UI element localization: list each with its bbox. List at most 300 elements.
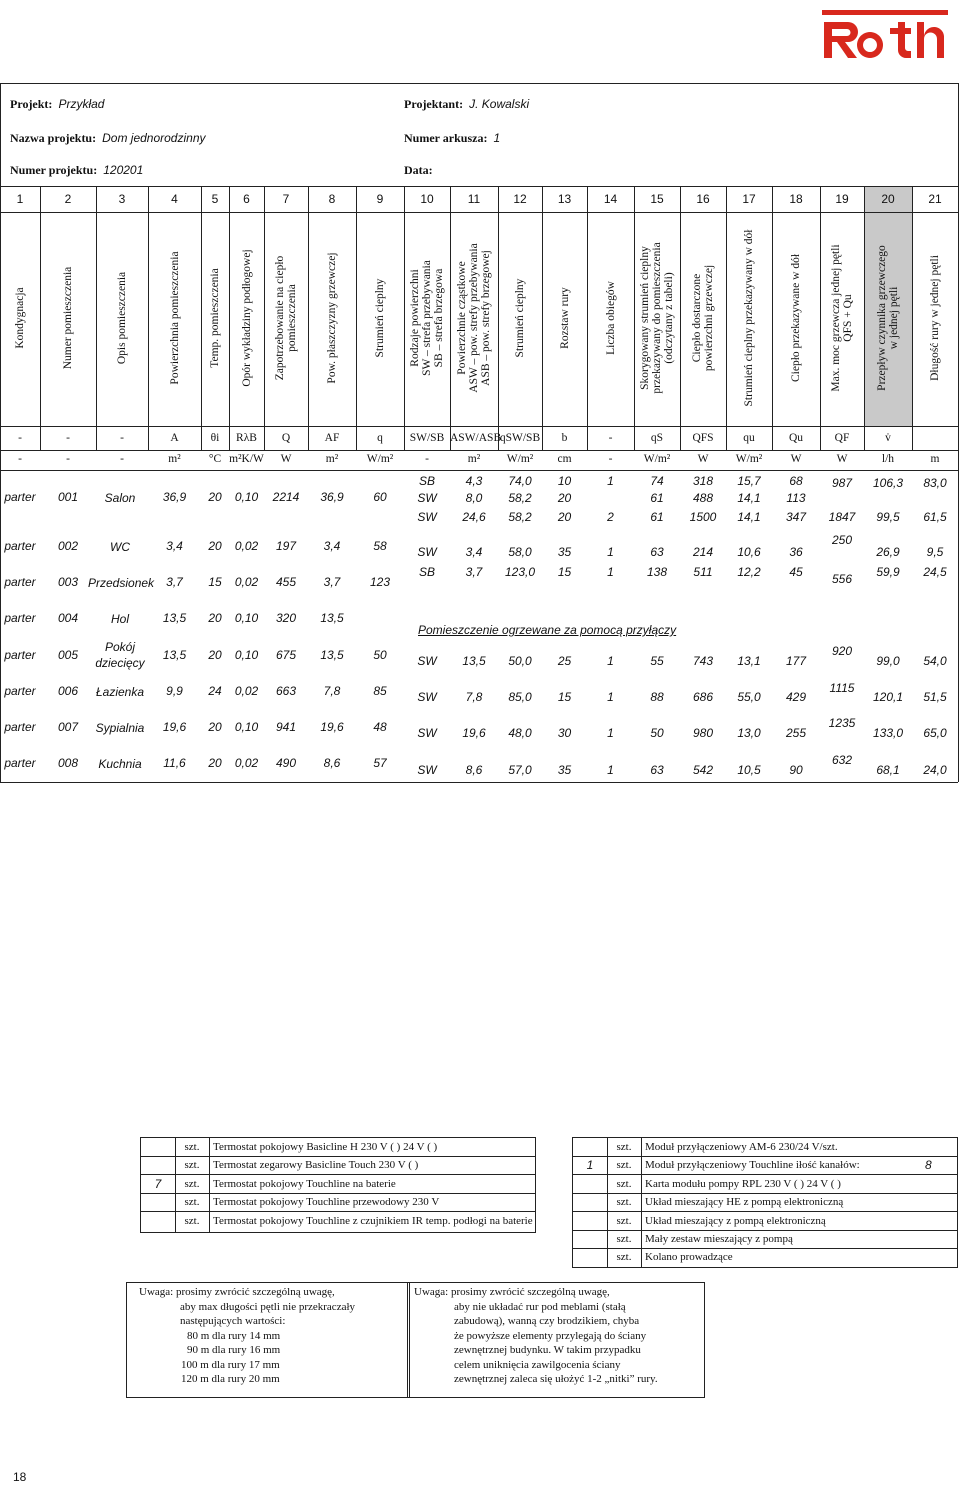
thermostat-row	[141, 1212, 535, 1230]
thermostat-row	[141, 1156, 535, 1175]
room-heat-demand: 663	[275, 684, 297, 698]
column-number: 11	[467, 192, 481, 206]
loop-heat-delivered: 214	[692, 545, 714, 559]
loop-circuit-count: 1	[607, 726, 614, 740]
note-line: następujących wartości:	[180, 1315, 286, 1327]
item-label: Kolano prowadzące	[645, 1251, 733, 1264]
loop-downward-flux: 13,1	[737, 654, 761, 668]
room-heating-area: 3,4	[323, 539, 341, 553]
loop-max-power: 632	[831, 753, 853, 767]
project-name-value: Dom jednorodzinny	[102, 131, 206, 145]
column-number: 10	[420, 192, 434, 206]
module-row	[573, 1156, 957, 1175]
loop-type: SW	[417, 510, 437, 524]
room-heat-demand: 490	[275, 756, 297, 770]
room-name: Salon	[104, 491, 136, 505]
loop-area: 13,5	[462, 654, 486, 668]
column-symbol: -	[66, 432, 70, 444]
room-name: Sypialnia	[95, 721, 145, 735]
loop-heat-flux: 85,0	[508, 690, 532, 704]
unit-label: szt.	[616, 1233, 632, 1245]
loop-pipe-length: 54,0	[923, 654, 947, 668]
loop-downward-flux: 15,7	[737, 474, 761, 488]
loop-pipe-length: 24,5	[923, 565, 947, 579]
item-label: Termostat pokojowy Touchline na baterie	[213, 1177, 396, 1190]
column-number: 5	[211, 192, 219, 206]
project-number-label: Numer projektu: 120201	[10, 163, 144, 177]
column-unit: W	[280, 453, 292, 465]
room-area: 9,9	[166, 684, 183, 698]
note-furniture	[407, 1282, 705, 1398]
room-floor: parter	[4, 648, 36, 662]
column-unit: W	[790, 453, 802, 465]
room-floor: parter	[4, 539, 36, 553]
room-heating-area: 36,9	[320, 490, 344, 504]
column-header: Opór wykładziny podłogowej	[240, 248, 253, 387]
loop-area: 7,8	[465, 690, 483, 704]
room-floor-resistance: 0,02	[234, 575, 259, 589]
loop-pipe-length: 83,0	[923, 476, 947, 490]
room-heat-flux: 57	[373, 756, 387, 770]
loop-heat-delivered: 488	[692, 491, 714, 505]
loop-corrected-flux: 55	[650, 654, 664, 668]
loop-area: 24,6	[462, 510, 486, 524]
room-floor: parter	[4, 684, 36, 698]
room-heat-demand: 675	[275, 648, 297, 662]
room-heat-flux: 50	[373, 648, 387, 662]
loop-corrected-flux: 61	[650, 491, 664, 505]
column-header: Numer pomieszczenia	[62, 266, 74, 369]
project-name-label: Nazwa projektu: Dom jednorodzinny	[10, 131, 206, 145]
column-number: 1	[16, 192, 24, 206]
room-heating-area: 7,8	[323, 684, 341, 698]
loop-downward-flux: 14,1	[737, 510, 761, 524]
column-header: Liczba obiegów	[604, 280, 617, 355]
column-header: Temp. pomieszczenia	[209, 267, 221, 368]
loop-max-power: 987	[831, 476, 853, 490]
column-symbol: b	[561, 432, 568, 444]
note-line: zewnętrznej zaleca się ułożyć 1-2 „nitki” rury.	[454, 1373, 658, 1385]
column-symbol: -	[18, 432, 22, 444]
column-symbol: θi	[210, 432, 220, 444]
table-rule	[0, 83, 958, 84]
column-symbol: v̇	[885, 432, 891, 444]
loop-flow: 26,9	[876, 545, 900, 559]
loop-flow: 133,0	[872, 726, 904, 740]
loop-downward-flux: 10,5	[737, 763, 761, 777]
thermostat-row	[141, 1138, 535, 1157]
room-heat-demand: 320	[275, 611, 297, 625]
loop-circuit-count: 1	[607, 763, 614, 777]
box-rule	[607, 1138, 608, 1267]
column-symbol: qu	[743, 432, 755, 444]
column-header: Przepływ czynnika grzewczego w jednej pętli	[876, 244, 900, 391]
column-unit: -	[66, 453, 70, 465]
loop-pipe-length: 9,5	[926, 545, 944, 559]
room-floor: parter	[4, 490, 36, 504]
room-heating-area: 19,6	[320, 720, 344, 734]
room-area: 13,5	[162, 648, 187, 662]
column-symbol: -	[608, 432, 613, 444]
column-symbol: A	[170, 432, 179, 444]
loop-pipe-spacing: 20	[557, 510, 572, 524]
column-header: Opis pomieszczenia	[116, 271, 128, 364]
loop-pipe-spacing: 20	[557, 491, 572, 505]
module-row	[573, 1175, 957, 1194]
loop-heat-flux: 48,0	[508, 726, 532, 740]
loop-corrected-flux: 61	[650, 510, 664, 524]
room-floor-resistance: 0,10	[234, 648, 259, 662]
loop-flow: 59,9	[876, 565, 900, 579]
loop-heat-delivered: 1500	[689, 510, 717, 524]
column-number: 21	[928, 192, 942, 206]
room-heat-flux: 123	[369, 575, 391, 589]
item-label: Termostat pokojowy Touchline przewodowy 230 V	[213, 1196, 440, 1209]
column-number: 8	[328, 192, 336, 206]
loop-circuit-count: 1	[607, 545, 614, 559]
room-temp: 20	[208, 648, 222, 662]
column-header: Pow. płaszczyzny grzewczej	[326, 251, 338, 384]
unit-label: szt.	[616, 1251, 632, 1264]
unit-label: szt.	[616, 1177, 632, 1190]
room-temp: 20	[208, 539, 222, 553]
column-unit: W/m²	[643, 453, 671, 465]
column-unit: -	[18, 453, 22, 465]
room-heat-flux: 48	[373, 720, 387, 734]
table-rule	[0, 426, 958, 427]
column-symbol: AF	[324, 432, 340, 444]
room-heat-flux: 58	[373, 539, 387, 553]
column-number: 3	[118, 192, 126, 206]
note-loop-length	[126, 1282, 410, 1398]
module-row	[573, 1230, 957, 1249]
loop-pipe-spacing: 25	[557, 654, 572, 668]
loop-flow: 120,1	[872, 690, 904, 704]
sheet-label: Numer arkusza: 1	[404, 131, 501, 145]
room-number: 002	[57, 539, 79, 553]
loop-downward-flux: 13,0	[737, 726, 761, 740]
column-number: 15	[650, 192, 664, 206]
room-temp: 24	[208, 684, 222, 698]
note-line: celem uniknięcia zawilgocenia ściany	[454, 1358, 621, 1371]
room-name: Łazienka	[95, 685, 145, 699]
project-label: Projekt: Przykład	[10, 97, 105, 111]
table-rule	[0, 212, 958, 213]
hol-note: Pomieszczenie ogrzewane za pomocą przyłączy	[418, 623, 677, 637]
column-header: Skorygowany strumień cieplny przekazywany do pomieszczenia (odczytany z tabeli)	[639, 241, 675, 394]
roth-logo	[822, 10, 948, 60]
loop-heat-delivered: 743	[692, 654, 714, 668]
room-heat-flux: 85	[373, 684, 387, 698]
room-temp: 20	[208, 756, 222, 770]
loop-type: SB	[418, 565, 435, 579]
loop-downward-flux: 55,0	[737, 690, 761, 704]
loop-heat-delivered: 542	[692, 763, 714, 777]
unit-label: szt.	[184, 1177, 200, 1190]
loop-pipe-length: 61,5	[923, 510, 947, 524]
column-number: 7	[282, 192, 290, 206]
room-number: 006	[57, 684, 79, 698]
column-unit: -	[120, 453, 124, 465]
room-number: 003	[57, 575, 79, 589]
loop-flow: 99,0	[876, 654, 900, 668]
column-unit: cm	[557, 453, 572, 465]
room-heating-area: 3,7	[323, 575, 341, 589]
room-heat-demand: 941	[275, 720, 297, 734]
loop-corrected-flux: 50	[650, 726, 664, 740]
column-header: Ciepło dostarczone powierzchni grzewczej	[691, 264, 715, 371]
loop-pipe-spacing: 30	[557, 726, 572, 740]
loop-area: 4,3	[465, 474, 483, 488]
unit-label: szt.	[184, 1214, 200, 1227]
loop-max-power: 920	[831, 644, 853, 658]
room-area: 36,9	[162, 490, 187, 504]
order-box-thermostats	[140, 1137, 536, 1233]
loop-pipe-spacing: 15	[557, 690, 572, 704]
box-rule	[209, 1138, 210, 1232]
note-line: 120 m dla rury 20 mm	[181, 1373, 280, 1385]
loop-circuit-count: 2	[607, 510, 614, 524]
loop-heat-flux: 58,2	[508, 510, 532, 524]
column-unit: m²	[325, 453, 339, 465]
unit-label: szt.	[184, 1159, 200, 1172]
room-number: 005	[57, 648, 79, 662]
column-header: Rozstaw rury	[558, 286, 571, 349]
loop-area: 8,6	[465, 763, 483, 777]
item-label: Moduł przyłączeniowy Touchline iłość kanałów:	[645, 1159, 860, 1172]
item-label: Karta modułu pompy RPL 230 V ( ) 24 V ( )	[645, 1177, 841, 1190]
loop-pipe-length: 65,0	[923, 726, 947, 740]
note-line: że powyższe elementy przylegają do ściany	[454, 1329, 647, 1342]
column-unit: -	[425, 453, 429, 465]
module-row	[573, 1248, 957, 1266]
loop-pipe-spacing: 15	[557, 565, 572, 579]
loop-pipe-spacing: 35	[557, 545, 572, 559]
module-row	[573, 1212, 957, 1231]
column-unit: m²K/W	[229, 453, 264, 465]
loop-area: 8,0	[465, 491, 483, 505]
room-floor-resistance: 0,10	[234, 490, 259, 504]
room-heating-area: 13,5	[320, 648, 344, 662]
loop-max-power: 1235	[828, 716, 856, 730]
loop-max-power: 1115	[829, 681, 855, 695]
date-label: Data:	[404, 163, 433, 177]
loop-pipe-length: 24,0	[923, 763, 947, 777]
column-number: 2	[64, 192, 72, 206]
loop-flow: 68,1	[876, 763, 900, 777]
loop-heat-flux: 58,2	[508, 491, 532, 505]
item-label: Termostat pokojowy Touchline z czujnikiem IR temp. podłogi na baterie	[213, 1214, 533, 1227]
room-area: 19,6	[162, 720, 187, 734]
module-row	[573, 1138, 957, 1157]
loop-heat-delivered: 318	[692, 474, 714, 488]
loop-type: SW	[417, 690, 437, 704]
designer-label: Projektant: J. Kowalski	[404, 97, 530, 111]
column-symbol: Q	[281, 432, 291, 444]
column-unit: W/m²	[506, 453, 534, 465]
room-temp: 15	[208, 575, 222, 589]
column-unit: W	[697, 453, 709, 465]
item-label: Moduł przyłączeniowy AM-6 230/24 V/szt.	[645, 1141, 838, 1153]
column-symbol: q	[377, 432, 383, 444]
loop-circuit-count: 1	[607, 690, 614, 704]
room-floor: parter	[4, 575, 36, 589]
loop-downward-heat: 177	[785, 654, 807, 668]
loop-heat-flux: 50,0	[508, 654, 532, 668]
designer-value: J. Kowalski	[469, 97, 530, 111]
room-floor-resistance: 0,02	[234, 539, 259, 553]
note-line: Uwaga: prosimy zwrócić szczególną uwagę,	[139, 1286, 335, 1298]
loop-downward-flux: 10,6	[737, 545, 761, 559]
column-unit: W/m²	[366, 453, 394, 465]
loop-heat-delivered: 511	[693, 565, 713, 579]
unit-label: szt.	[616, 1196, 632, 1209]
column-unit: W/m²	[735, 453, 763, 465]
column-number: 9	[376, 192, 384, 206]
column-symbol: QF	[834, 432, 850, 444]
loop-circuit-count: 1	[607, 654, 614, 668]
loop-heat-delivered: 980	[692, 726, 714, 740]
unit-label: szt.	[616, 1159, 632, 1172]
column-header: Strumień cieplny przekazywany w dół	[743, 229, 755, 406]
column-number: 14	[603, 192, 618, 206]
loop-downward-heat: 429	[785, 690, 807, 704]
project-value: Przykład	[58, 97, 105, 111]
loop-heat-flux: 74,0	[508, 474, 532, 488]
column-number: 19	[835, 192, 849, 206]
column-header: Strumień cieplny	[374, 278, 386, 357]
note-line: 80 m dla rury 14 mm	[187, 1329, 281, 1342]
room-floor-resistance: 0,10	[234, 611, 259, 625]
unit-label: szt.	[616, 1214, 632, 1227]
loop-downward-heat: 36	[789, 545, 803, 559]
box-rule	[641, 1138, 642, 1267]
loop-downward-flux: 12,2	[737, 565, 761, 579]
column-unit: m²	[168, 453, 181, 465]
loop-corrected-flux: 63	[650, 763, 664, 777]
unit-label: szt.	[616, 1141, 632, 1153]
column-header: Powierzchnia pomieszczenia	[168, 250, 181, 385]
note-line: 90 m dla rury 16 mm	[187, 1344, 281, 1356]
column-unit: °C	[208, 453, 222, 465]
loop-heat-flux: 123,0	[504, 565, 536, 579]
column-symbol: ASW/ASB	[450, 432, 502, 444]
loop-downward-heat: 68	[789, 474, 803, 488]
column-header: Strumień cieplny	[514, 278, 526, 357]
room-area: 11,6	[163, 756, 186, 770]
column-symbol: -	[120, 432, 124, 444]
loop-max-power: 250	[831, 533, 853, 547]
note-line: 100 m dla rury 17 mm	[181, 1358, 280, 1371]
loop-downward-heat: 347	[785, 510, 807, 524]
column-symbol: QFS	[692, 432, 714, 444]
room-heating-area: 8,6	[323, 756, 341, 770]
quantity-field[interactable]: 7	[154, 1176, 162, 1191]
loop-area: 3,4	[465, 545, 483, 559]
room-heating-area: 13,5	[320, 611, 344, 625]
column-number: 16	[696, 192, 710, 206]
column-symbol: RλB	[236, 432, 257, 444]
item-label: Mały zestaw mieszający z pompą	[645, 1233, 793, 1245]
loop-downward-flux: 14,1	[737, 491, 761, 505]
loop-pipe-length: 51,5	[923, 690, 947, 704]
column-unit: m	[930, 453, 940, 465]
column-header: Długość rury w jednej pętli	[929, 254, 941, 381]
column-number: 13	[557, 192, 572, 206]
item-label: Układ mieszający HE z pompą elektroniczną	[645, 1196, 844, 1209]
order-box-modules	[572, 1137, 958, 1268]
room-floor-resistance: 0,02	[234, 684, 259, 698]
loop-type: SW	[417, 763, 437, 777]
thermostat-row	[141, 1193, 535, 1212]
room-floor-resistance: 0,02	[234, 756, 259, 770]
column-unit: -	[608, 453, 613, 465]
column-number: 20	[881, 192, 895, 206]
room-floor: parter	[4, 720, 36, 734]
loop-type: SB	[418, 474, 435, 488]
loop-type: SW	[417, 545, 437, 559]
column-symbol: qSW/SB	[499, 432, 541, 444]
loop-circuit-count: 1	[607, 474, 614, 488]
loop-max-power: 556	[831, 572, 853, 586]
column-unit: W	[836, 453, 848, 465]
loop-downward-heat: 113	[786, 491, 806, 505]
room-temp: 20	[208, 720, 222, 734]
column-header: Max. moc grzewcza jednej pętli QFS + Qu	[830, 243, 854, 392]
item-label: Układ mieszający z pompą elektroniczną	[645, 1214, 826, 1227]
item-label: Termostat zegarowy Basicline Touch 230 V ( )	[213, 1159, 419, 1172]
column-unit: l/h	[881, 453, 895, 465]
column-symbol: Qu	[788, 432, 804, 444]
room-floor-resistance: 0,10	[234, 720, 259, 734]
table-rule	[0, 470, 958, 471]
room-heat-demand: 455	[275, 575, 297, 589]
loop-heat-delivered: 686	[692, 690, 714, 704]
room-heat-flux: 60	[373, 490, 387, 504]
room-area: 3,7	[166, 575, 183, 589]
column-symbol: qS	[650, 432, 664, 444]
unit-label: szt.	[184, 1141, 200, 1153]
column-header: Powierzchnie cząstkowe ASW – pow. strefy przebywania ASB – pow. strefy brzegowej	[456, 242, 492, 393]
loop-downward-heat: 255	[785, 726, 807, 740]
loop-max-power: 1847	[828, 510, 856, 524]
channels-count[interactable]: 8	[925, 1158, 932, 1173]
room-name: Przedsionek	[88, 576, 155, 590]
note-line: aby nie układać rur pod meblami (stałą	[454, 1300, 626, 1313]
loop-corrected-flux: 138	[646, 565, 668, 579]
room-name: Hol	[110, 612, 129, 626]
column-header: Zapotrzebowanie na ciepło pomieszczenia	[274, 255, 298, 380]
column-number: 18	[789, 192, 803, 206]
note-line: Uwaga: prosimy zwrócić szczególną uwagę,	[414, 1286, 610, 1298]
loop-downward-heat: 45	[789, 565, 803, 579]
room-name: Kuchnia	[98, 757, 142, 771]
note-line: zabudową), wanną czy brodzikiem, chyba	[454, 1315, 640, 1327]
loop-corrected-flux: 74	[650, 474, 664, 488]
room-number: 008	[57, 756, 79, 770]
table-rule	[0, 450, 958, 451]
loop-heat-flux: 57,0	[508, 763, 532, 777]
box-rule	[175, 1138, 176, 1232]
quantity-field[interactable]: 1	[586, 1158, 594, 1173]
room-heat-demand: 2214	[272, 490, 300, 504]
unit-label: szt.	[184, 1196, 200, 1209]
column-number: 4	[171, 192, 178, 206]
loop-pipe-spacing: 35	[557, 763, 572, 777]
room-floor: parter	[4, 756, 36, 770]
table-rule	[0, 782, 958, 783]
room-temp: 20	[208, 611, 222, 625]
